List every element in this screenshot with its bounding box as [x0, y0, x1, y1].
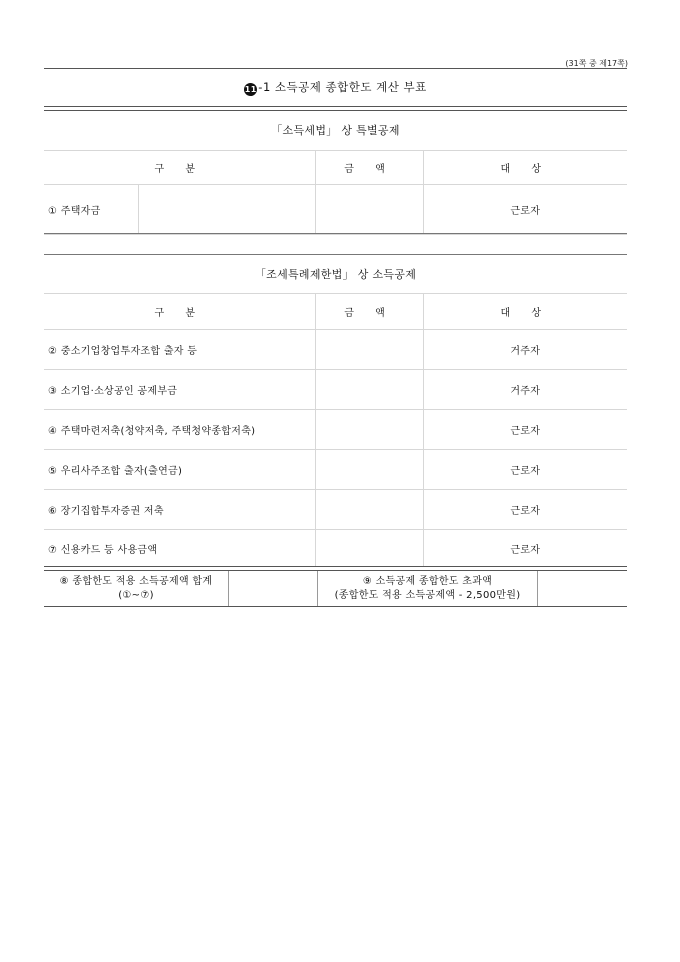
- excess-label-line1: ⑨ 소득공제 종합한도 초과액: [362, 575, 493, 587]
- row-amount-input[interactable]: [315, 409, 423, 449]
- table-row: [44, 529, 627, 567]
- row-label: ⑥ 장기집합투자증권 저축: [44, 489, 315, 529]
- excess-label-line2: (종합한도 적용 소득공제액 - 2,500만원): [334, 589, 521, 601]
- footer-top-rule: [44, 566, 627, 567]
- row-label: ② 중소기업창업투자조합 출자 등: [44, 329, 315, 369]
- excess-label: [318, 571, 537, 606]
- number-badge: 11: [244, 85, 257, 94]
- row-amount-input[interactable]: [315, 184, 423, 234]
- header-target: 대 상: [423, 150, 627, 184]
- excess-value-input[interactable]: [538, 571, 627, 606]
- total-value-input[interactable]: [229, 571, 317, 606]
- header-amount: 금 액: [315, 150, 423, 184]
- row-label: ⑦ 신용카드 등 사용금액: [44, 529, 315, 567]
- document-title-text: -1 소득공제 종합한도 계산 부표: [258, 80, 427, 94]
- row-detail-input[interactable]: [138, 184, 315, 234]
- row-amount-input[interactable]: [315, 529, 423, 567]
- row-label: ④ 주택마련저축(청약저축, 주택청약종합저축): [44, 409, 315, 449]
- table-row: [44, 449, 627, 489]
- document-title: [44, 79, 627, 96]
- total-label-line1: ⑧ 종합한도 적용 소득공제액 합계: [59, 575, 213, 587]
- header-category: 구 분: [44, 150, 315, 184]
- table-row: [44, 184, 627, 234]
- top-rule: [44, 68, 627, 69]
- row-target: 근로자: [423, 409, 627, 449]
- row-amount-input[interactable]: [315, 329, 423, 369]
- header-category: 구 분: [44, 293, 315, 329]
- header-target: 대 상: [423, 293, 627, 329]
- total-label-line2: (①~⑦): [118, 589, 154, 601]
- row-label: ① 주택자금: [44, 184, 138, 234]
- row-target: 근로자: [423, 449, 627, 489]
- total-label: [44, 571, 228, 606]
- section2-table: [44, 255, 627, 567]
- table-row: [44, 369, 627, 409]
- row-target: 근로자: [423, 184, 627, 234]
- row-label: ⑤ 우리사주조합 출자(출연금): [44, 449, 315, 489]
- row-amount-input[interactable]: [315, 449, 423, 489]
- section1-table: [44, 111, 627, 235]
- table-row: [44, 409, 627, 449]
- row-target: 거주자: [423, 329, 627, 369]
- row-target: 거주자: [423, 369, 627, 409]
- section1-title: 「소득세법」 상 특별공제: [44, 111, 627, 150]
- section2-title: 「조세특례제한법」 상 소득공제: [44, 255, 627, 293]
- row-label: ③ 소기업·소상공인 공제부금: [44, 369, 315, 409]
- header-amount: 금 액: [315, 293, 423, 329]
- summary-row: [44, 570, 627, 607]
- table-row: [44, 329, 627, 369]
- row-target: 근로자: [423, 489, 627, 529]
- row-amount-input[interactable]: [315, 369, 423, 409]
- row-target: 근로자: [510, 544, 541, 556]
- title-rule-1: [44, 106, 627, 107]
- table-row: [44, 489, 627, 529]
- row-amount-input[interactable]: [315, 489, 423, 529]
- page-number: (31쪽 중 제17쪽): [565, 59, 628, 68]
- section1-bottom-rule: [44, 233, 627, 234]
